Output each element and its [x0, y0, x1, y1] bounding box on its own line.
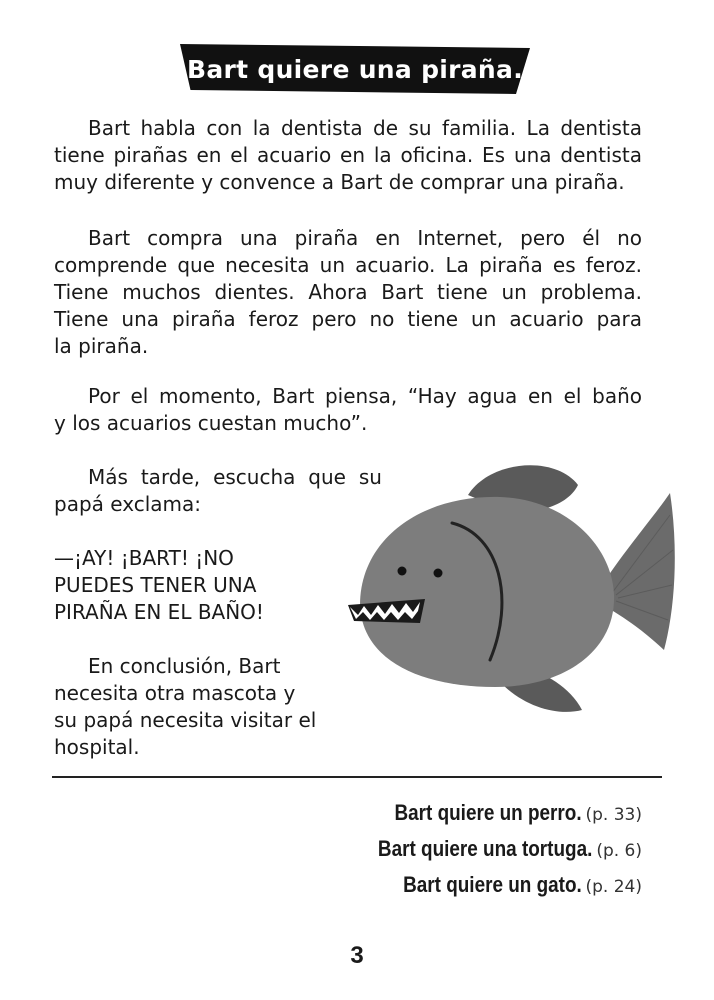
exclamation: [54, 545, 264, 626]
paragraph-1: [54, 115, 642, 196]
text-line: papá exclama:: [54, 492, 201, 516]
choice-title[interactable]: Bart quiere un perro.: [394, 800, 582, 825]
mouth: [348, 599, 425, 623]
text-line: En conclusión, Bart: [88, 654, 281, 678]
choice-perro[interactable]: [343, 795, 642, 831]
text-line: tiene pirañas en el acuario en la oficina. Es una dentista: [54, 143, 642, 167]
text-line: Bart habla con la dentista de su familia. La dentista: [88, 116, 642, 140]
text-line: hospital.: [54, 735, 140, 759]
text-line: comprende que necesita un acuario. La piraña es feroz.: [54, 253, 642, 277]
choice-title[interactable]: Bart quiere una tortuga.: [377, 836, 593, 861]
paragraph-4: [54, 464, 382, 518]
choice-page: (p. 33): [585, 805, 642, 825]
text-line: Por el momento, Bart piensa, “Hay agua en el baño: [88, 384, 642, 408]
fish-body: [360, 497, 614, 687]
page-title: Bart quiere una piraña.: [186, 54, 523, 84]
paragraph-3: [54, 383, 642, 437]
eye: [398, 567, 407, 576]
text-line: Tiene muchos dientes. Ahora Bart tiene un problema.: [54, 280, 642, 304]
text-line: y los acuarios cuestan mucho”.: [54, 411, 368, 435]
choice-gato[interactable]: [343, 867, 642, 903]
text-line: Tiene una piraña feroz pero no tiene un acuario para: [54, 307, 642, 331]
paragraph-2: [54, 225, 642, 360]
choice-tortuga[interactable]: [343, 831, 642, 867]
choice-title[interactable]: Bart quiere un gato.: [402, 872, 582, 897]
choice-page: (p. 6): [596, 841, 642, 861]
piranha-illustration: [340, 455, 680, 725]
text-line: muy diferente y convence a Bart de comprar una piraña.: [54, 170, 625, 194]
eye: [434, 569, 443, 578]
paragraph-5: [54, 653, 316, 761]
text-line: —¡AY! ¡BART! ¡NO: [54, 546, 234, 570]
text-line: PUEDES TENER UNA: [54, 573, 257, 597]
text-line: necesita otra mascota y: [54, 681, 296, 705]
text-line: Bart compra una piraña en Internet, pero él no: [88, 226, 642, 250]
text-line: su papá necesita visitar el: [54, 708, 317, 732]
text-line: la piraña.: [54, 334, 149, 358]
text-line: Más tarde, escucha que su: [88, 465, 382, 489]
divider: [52, 776, 662, 778]
page-number: 3: [350, 942, 364, 969]
text-line: PIRAÑA EN EL BAÑO!: [54, 600, 264, 624]
choice-page: (p. 24): [585, 877, 642, 897]
tail-fin: [602, 493, 675, 650]
choice-list: [343, 795, 642, 903]
